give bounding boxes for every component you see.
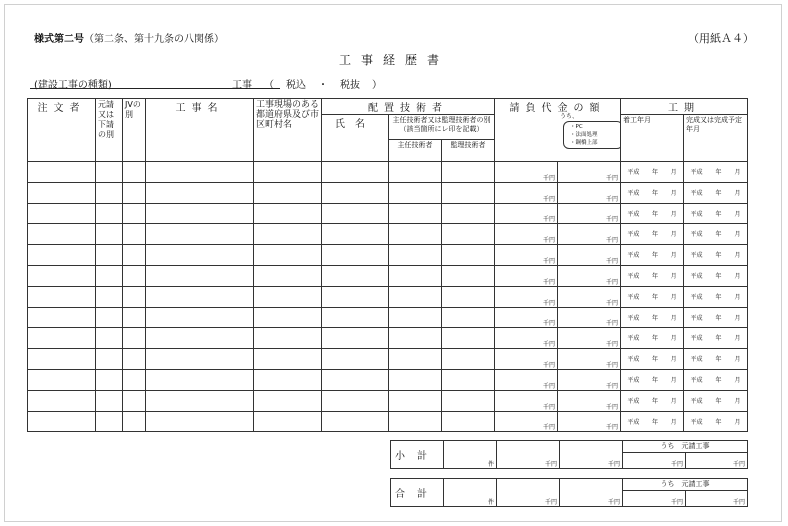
entry-cell[interactable]: [389, 203, 442, 224]
entry-cell[interactable]: [322, 390, 389, 411]
entry-cell[interactable]: [442, 390, 495, 411]
total-prime-b: 千円: [686, 491, 748, 507]
amount-cell[interactable]: 千円: [495, 369, 558, 390]
entry-cell[interactable]: [28, 265, 96, 286]
amount-cell[interactable]: 千円: [558, 203, 621, 224]
table-row: [28, 307, 748, 328]
subtotal-prime-label: うち 元請工事: [623, 441, 748, 453]
entry-cell[interactable]: [322, 245, 389, 266]
table-row: [28, 369, 748, 390]
entry-cell[interactable]: [123, 182, 146, 203]
amount-cell[interactable]: 千円: [558, 349, 621, 370]
col-period: 工期: [621, 99, 748, 115]
amount-cell[interactable]: 千円: [558, 369, 621, 390]
amount-cell[interactable]: 千円: [495, 162, 558, 183]
entry-cell[interactable]: [389, 162, 442, 183]
entry-cell[interactable]: [146, 182, 254, 203]
entry-cell[interactable]: [96, 245, 123, 266]
col-client: 注文者: [28, 99, 96, 162]
entry-cell[interactable]: [322, 203, 389, 224]
total-amount-a: 千円: [497, 479, 560, 507]
table-row: [28, 182, 748, 203]
col-chief: 主任技術者: [389, 140, 442, 162]
finish-date-cell[interactable]: 平成 年 月: [684, 349, 748, 370]
amount-cell[interactable]: 千円: [558, 411, 621, 432]
start-date-cell[interactable]: 平成 年 月: [621, 307, 684, 328]
entry-cell[interactable]: [322, 286, 389, 307]
entry-cell[interactable]: [123, 224, 146, 245]
entry-cell[interactable]: [254, 224, 322, 245]
start-date-cell[interactable]: 平成 年 月: [621, 411, 684, 432]
entry-cell[interactable]: [96, 390, 123, 411]
total-prime-a: 千円: [623, 491, 686, 507]
subcategory-bracket: ・PC ・法面処理 ・鋼橋上部: [563, 121, 621, 149]
entry-cell[interactable]: [322, 182, 389, 203]
entry-cell[interactable]: [123, 265, 146, 286]
entry-cell[interactable]: [28, 390, 96, 411]
entry-cell[interactable]: [389, 349, 442, 370]
entry-cell[interactable]: [96, 286, 123, 307]
entry-cell[interactable]: [254, 203, 322, 224]
finish-date-cell[interactable]: 平成 年 月: [684, 162, 748, 183]
entry-cell[interactable]: [123, 162, 146, 183]
table-row: [28, 265, 748, 286]
subtotal-count: 件: [444, 441, 497, 469]
entry-cell[interactable]: [442, 328, 495, 349]
entry-cell[interactable]: [254, 182, 322, 203]
entry-cell[interactable]: [254, 265, 322, 286]
start-date-cell[interactable]: 平成 年 月: [621, 369, 684, 390]
entry-cell[interactable]: [28, 203, 96, 224]
entry-cell[interactable]: [28, 307, 96, 328]
table-row: [28, 390, 748, 411]
total-amount-b: 千円: [560, 479, 623, 507]
amount-cell[interactable]: 千円: [495, 328, 558, 349]
entry-cell[interactable]: [442, 245, 495, 266]
entry-cell[interactable]: [442, 203, 495, 224]
finish-date-cell[interactable]: 平成 年 月: [684, 411, 748, 432]
entry-cell[interactable]: [442, 162, 495, 183]
total-count: 件: [444, 479, 497, 507]
entry-cell[interactable]: [146, 349, 254, 370]
entry-cell[interactable]: [123, 328, 146, 349]
start-date-cell[interactable]: 平成 年 月: [621, 245, 684, 266]
start-date-cell[interactable]: 平成 年 月: [621, 286, 684, 307]
total-prime-label: うち 元請工事: [623, 479, 748, 491]
entry-cell[interactable]: [322, 411, 389, 432]
table-row: [28, 328, 748, 349]
entry-cell[interactable]: [322, 369, 389, 390]
entry-cell[interactable]: [28, 286, 96, 307]
col-contract-amount: 請負代金の額 うち、 ・PC ・法面処理 ・鋼橋上部: [495, 99, 621, 162]
summary-gap: [391, 469, 748, 479]
finish-date-cell[interactable]: 平成 年 月: [684, 182, 748, 203]
entry-cell[interactable]: [146, 307, 254, 328]
entry-cell[interactable]: [322, 265, 389, 286]
entry-cell[interactable]: [28, 411, 96, 432]
table-row: [28, 349, 748, 370]
start-date-cell[interactable]: 平成 年 月: [621, 328, 684, 349]
finish-date-cell[interactable]: 平成 年 月: [684, 369, 748, 390]
entry-cell[interactable]: [254, 245, 322, 266]
entry-cell[interactable]: [442, 411, 495, 432]
entry-cell[interactable]: [442, 286, 495, 307]
finish-date-cell[interactable]: 平成 年 月: [684, 390, 748, 411]
amount-cell[interactable]: 千円: [495, 390, 558, 411]
amount-cell[interactable]: 千円: [558, 265, 621, 286]
subtotal-amount-a: 千円: [497, 441, 560, 469]
amount-cell[interactable]: 千円: [495, 411, 558, 432]
table-row: [28, 224, 748, 245]
entry-cell[interactable]: [146, 369, 254, 390]
amount-cell[interactable]: 千円: [495, 265, 558, 286]
start-date-cell[interactable]: 平成 年 月: [621, 265, 684, 286]
entry-cell[interactable]: [322, 224, 389, 245]
amount-cell[interactable]: 千円: [558, 286, 621, 307]
amount-cell[interactable]: 千円: [495, 245, 558, 266]
entry-cell[interactable]: [254, 369, 322, 390]
amount-cell[interactable]: 千円: [558, 182, 621, 203]
paper-size: （用紙Ａ４）: [688, 32, 754, 45]
table-row: [28, 162, 748, 183]
entry-cell[interactable]: [442, 307, 495, 328]
subtotal-label: 小計: [391, 441, 444, 469]
entry-cell[interactable]: [123, 245, 146, 266]
amount-cell[interactable]: 千円: [495, 224, 558, 245]
form-number: 様式第二号（第二条、第十九条の八関係）: [34, 34, 224, 45]
start-date-cell[interactable]: 平成 年 月: [621, 182, 684, 203]
col-jv: JVの別: [123, 99, 146, 162]
entry-cell[interactable]: [146, 224, 254, 245]
finish-date-cell[interactable]: 平成 年 月: [684, 245, 748, 266]
entry-cell[interactable]: [442, 224, 495, 245]
entry-cell[interactable]: [254, 328, 322, 349]
finish-date-cell[interactable]: 平成 年 月: [684, 203, 748, 224]
entry-cell[interactable]: [96, 265, 123, 286]
entry-cell[interactable]: [254, 286, 322, 307]
entry-cell[interactable]: [146, 265, 254, 286]
entry-cell[interactable]: [146, 411, 254, 432]
entry-cell[interactable]: [254, 349, 322, 370]
entry-cell[interactable]: [96, 349, 123, 370]
entry-cell[interactable]: [322, 328, 389, 349]
finish-date-cell[interactable]: 平成 年 月: [684, 265, 748, 286]
entry-cell[interactable]: [123, 286, 146, 307]
entry-cell[interactable]: [96, 328, 123, 349]
subtotal-amount-b: 千円: [560, 441, 623, 469]
entry-cell[interactable]: [28, 162, 96, 183]
table-row: [28, 286, 748, 307]
col-project: 工事名: [146, 99, 254, 162]
col-engineer-group: 配置技術者: [322, 99, 495, 115]
of-which-note: うち、: [560, 113, 579, 120]
col-prime-sub: 元請又は下請の別: [96, 99, 123, 162]
entry-cell[interactable]: [389, 286, 442, 307]
entry-cell[interactable]: [322, 307, 389, 328]
entry-cell[interactable]: [96, 182, 123, 203]
entry-cell[interactable]: [28, 369, 96, 390]
entry-cell[interactable]: [254, 411, 322, 432]
amount-cell[interactable]: 千円: [558, 162, 621, 183]
tax-options: 工事 （ 税込 ・ 税抜 ）: [232, 80, 382, 91]
col-start: 着工年月: [621, 115, 684, 162]
start-date-cell[interactable]: 平成 年 月: [621, 349, 684, 370]
entry-cell[interactable]: [96, 411, 123, 432]
start-date-cell[interactable]: 平成 年 月: [621, 390, 684, 411]
entry-cell[interactable]: [28, 182, 96, 203]
entry-cell[interactable]: [389, 328, 442, 349]
entry-cell[interactable]: [123, 390, 146, 411]
entry-cell[interactable]: [96, 162, 123, 183]
page-title: 工事経歴書: [338, 53, 449, 67]
entry-cell[interactable]: [442, 265, 495, 286]
entry-cell[interactable]: [254, 307, 322, 328]
table-row: [28, 245, 748, 266]
amount-cell[interactable]: 千円: [495, 286, 558, 307]
entry-cell[interactable]: [123, 411, 146, 432]
construction-kind-label: (建設工事の種類): [34, 80, 112, 91]
entry-cell[interactable]: [123, 203, 146, 224]
entry-cell[interactable]: [389, 307, 442, 328]
col-name: 氏名: [322, 115, 389, 162]
col-chief-note: 主任技術者又は監理技術者の別（該当箇所にレ印を記載）: [389, 115, 495, 140]
finish-date-cell[interactable]: 平成 年 月: [684, 224, 748, 245]
entry-cell[interactable]: [442, 182, 495, 203]
subtotal-prime-b: 千円: [686, 453, 748, 469]
entry-cell[interactable]: [123, 307, 146, 328]
entry-cell[interactable]: [254, 162, 322, 183]
total-label: 合計: [391, 479, 444, 507]
amount-cell[interactable]: 千円: [495, 182, 558, 203]
entry-cell[interactable]: [389, 182, 442, 203]
entry-cell[interactable]: [442, 369, 495, 390]
entry-cell[interactable]: [28, 349, 96, 370]
entry-cell[interactable]: [146, 245, 254, 266]
entry-cell[interactable]: [389, 369, 442, 390]
amount-cell[interactable]: 千円: [558, 245, 621, 266]
start-date-cell[interactable]: 平成 年 月: [621, 224, 684, 245]
col-supervising: 監理技術者: [442, 140, 495, 162]
table-row: [28, 411, 748, 432]
entry-cell[interactable]: [28, 224, 96, 245]
entry-cell[interactable]: [96, 224, 123, 245]
amount-cell[interactable]: 千円: [495, 203, 558, 224]
entry-cell[interactable]: [389, 245, 442, 266]
amount-cell[interactable]: 千円: [558, 390, 621, 411]
entry-cell[interactable]: [146, 328, 254, 349]
entry-cell[interactable]: [389, 390, 442, 411]
entry-cell[interactable]: [123, 369, 146, 390]
entry-cell[interactable]: [389, 224, 442, 245]
amount-cell[interactable]: 千円: [558, 224, 621, 245]
start-date-cell[interactable]: 平成 年 月: [621, 203, 684, 224]
col-finish: 完成又は完成予定年月: [684, 115, 748, 162]
table-row: [28, 203, 748, 224]
entry-cell[interactable]: [389, 265, 442, 286]
entry-cell[interactable]: [96, 307, 123, 328]
entry-cell[interactable]: [123, 349, 146, 370]
amount-cell[interactable]: 千円: [495, 349, 558, 370]
entry-cell[interactable]: [254, 390, 322, 411]
start-date-cell[interactable]: 平成 年 月: [621, 162, 684, 183]
col-location: 工事現場のある都道府県及び市区町村名: [254, 99, 322, 162]
entry-cell[interactable]: [96, 203, 123, 224]
entry-cell[interactable]: [322, 349, 389, 370]
entry-cell[interactable]: [28, 245, 96, 266]
entry-cell[interactable]: [146, 162, 254, 183]
finish-date-cell[interactable]: 平成 年 月: [684, 286, 748, 307]
summary-table: [390, 440, 748, 507]
entry-cell[interactable]: [96, 369, 123, 390]
finish-date-cell[interactable]: 平成 年 月: [684, 307, 748, 328]
subtotal-prime-a: 千円: [623, 453, 686, 469]
entry-cell[interactable]: [146, 286, 254, 307]
entry-cell[interactable]: [28, 328, 96, 349]
work-history-table: [27, 98, 748, 432]
entry-cell[interactable]: [389, 411, 442, 432]
entry-cell[interactable]: [442, 349, 495, 370]
amount-cell[interactable]: 千円: [558, 328, 621, 349]
finish-date-cell[interactable]: 平成 年 月: [684, 328, 748, 349]
entry-cell[interactable]: [322, 162, 389, 183]
amount-cell[interactable]: 千円: [558, 307, 621, 328]
amount-cell[interactable]: 千円: [495, 307, 558, 328]
entry-cell[interactable]: [146, 390, 254, 411]
entry-cell[interactable]: [146, 203, 254, 224]
